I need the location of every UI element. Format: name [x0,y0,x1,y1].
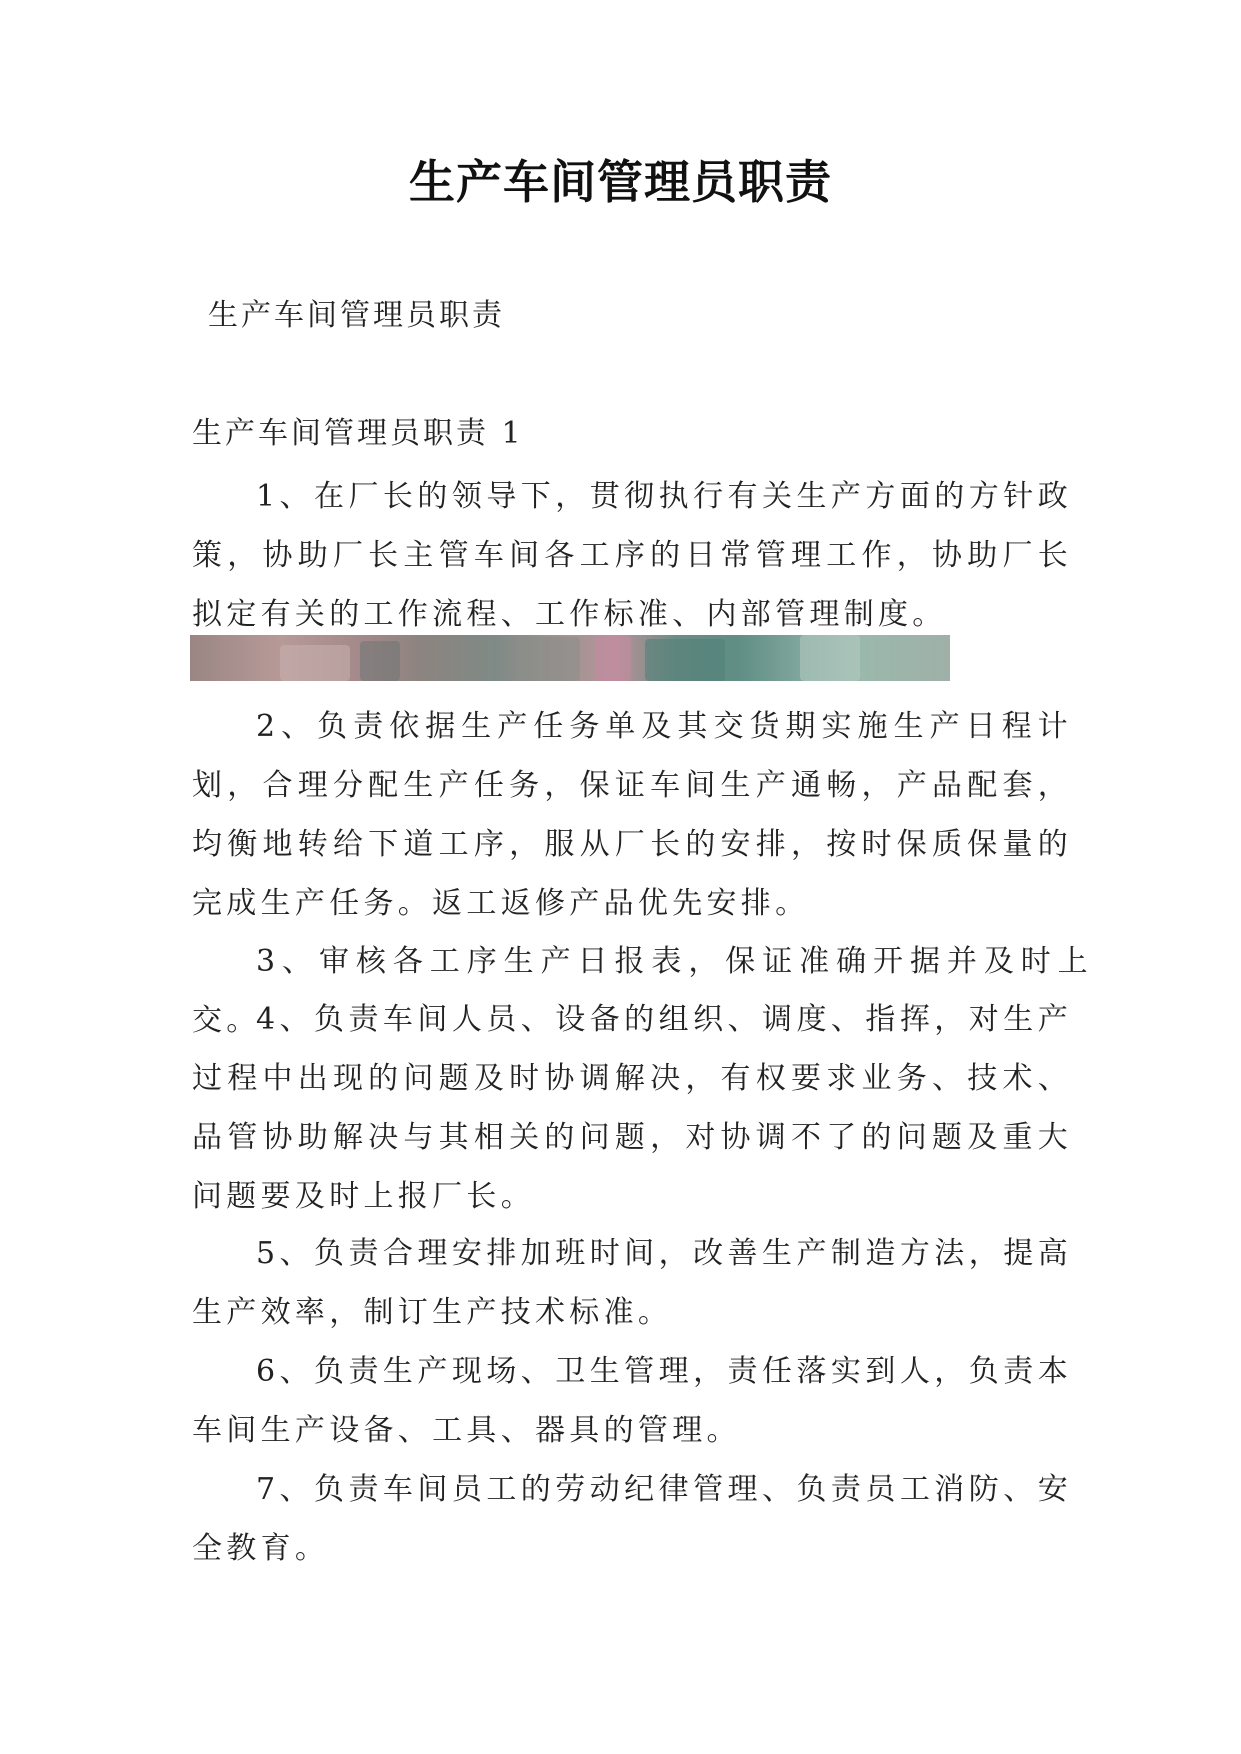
duty-paragraph-4: 4、负责车间人员、设备的组织、调度、指挥，对生产过程中出现的问题及时协调解决，有权要求业务、技术、品管协助解决与其相关的问题，对协调不了的问题及重大问题要及时上报厂长。 [192,1002,1072,1214]
duty-paragraph-2: 2、负责依据生产任务单及其交货期实施生产日程计划，合理分配生产任务，保证车间生产通畅，产品配套，均衡地转给下道工序，服从厂长的安排，按时保质保量的完成生产任务。返工返修产品优先安排。 [192,709,1072,921]
workshop-photo [190,635,950,681]
duty-paragraph-7: 7、负责车间员工的劳动纪律管理、负责员工消防、安全教育。 [192,1472,1072,1566]
duty-paragraph-5: 5、负责合理安排加班时间，改善生产制造方法，提高生产效率，制订生产技术标准。 [192,1236,1072,1330]
duty-paragraph-6: 6、负责生产现场、卫生管理，责任落实到人，负责本车间生产设备、工具、器具的管理。 [192,1354,1072,1448]
duty-paragraph-1: 1、在厂长的领导下，贯彻执行有关生产方面的方针政策，协助厂长主管车间各工序的日常管理工作，协助厂长拟定有关的工作流程、工作标准、内部管理制度。 [192,479,1072,632]
section-heading: 生产车间管理员职责 1 [192,416,524,451]
duty-paragraph-3: 3、审核各工序生产日报表，保证准确开据并及时上交。 [192,944,1092,1038]
document-title: 生产车间管理员职责 [409,155,832,209]
document-subtitle: 生产车间管理员职责 [208,298,505,333]
